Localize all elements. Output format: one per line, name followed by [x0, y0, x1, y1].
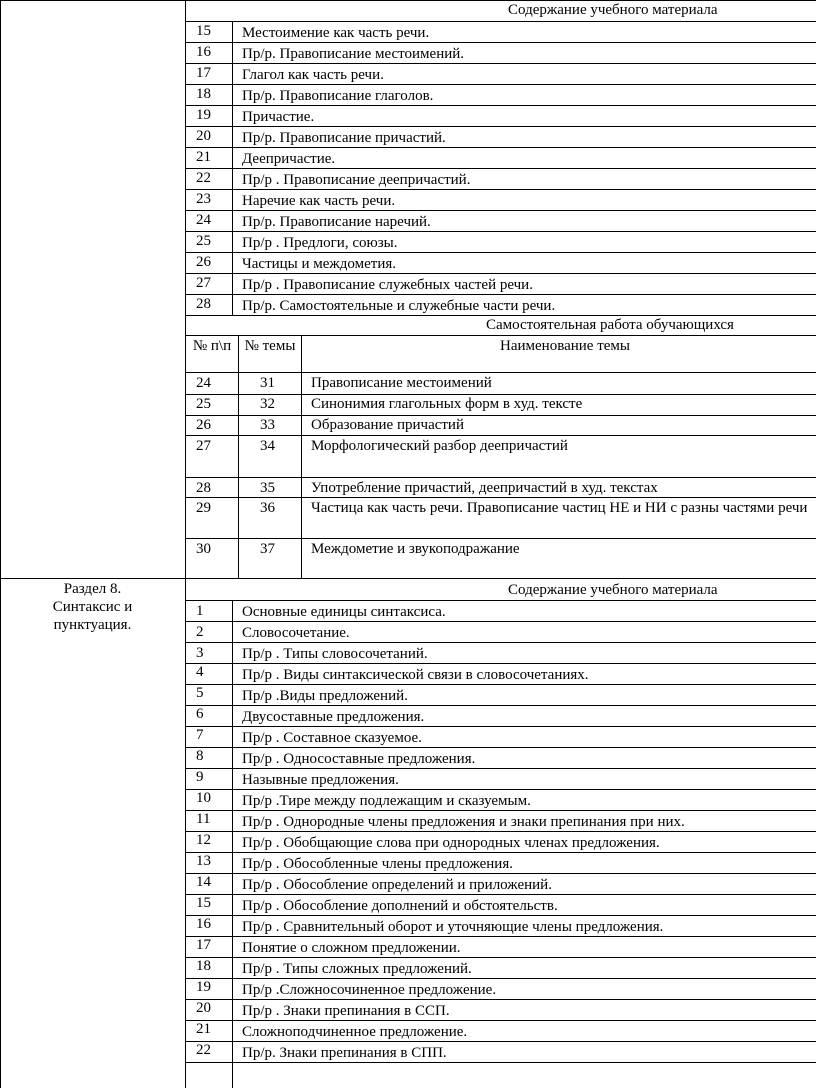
row-line: [185, 915, 816, 916]
row-line: [185, 1020, 816, 1021]
lesson-number: 22: [196, 1042, 211, 1058]
lesson-number: 24: [196, 212, 211, 228]
row-line: [185, 335, 816, 336]
lesson-number: 5: [196, 685, 204, 701]
row-topic-name: Образование причастий: [311, 417, 464, 433]
row-line: [185, 894, 816, 895]
lesson-title: Основные единицы синтаксиса.: [242, 604, 446, 620]
section-divider: [0, 578, 816, 579]
row-line: [185, 252, 816, 253]
row-line: [185, 957, 816, 958]
row-topic-number: 34: [260, 438, 275, 454]
lesson-title: Глагол как часть речи.: [242, 67, 384, 83]
lesson-number: 11: [196, 811, 211, 827]
lesson-number: 2: [196, 624, 204, 640]
lesson-number: 21: [196, 1021, 211, 1037]
lesson-title: Пр/р . Обособление определений и приложений.: [242, 877, 552, 893]
column-header-topic-name: Наименование темы: [500, 338, 630, 354]
lesson-number: 8: [196, 748, 204, 764]
lesson-number: 26: [196, 254, 211, 270]
row-line: [185, 21, 816, 22]
lesson-number: 20: [196, 1000, 211, 1016]
row-line: [185, 642, 816, 643]
lesson-number: 20: [196, 128, 211, 144]
row-line: [185, 126, 816, 127]
column-header-pp: № п\п: [192, 338, 232, 354]
lesson-number: 23: [196, 191, 211, 207]
lesson-number: 27: [196, 275, 211, 291]
row-line: [185, 372, 816, 373]
row-pp: 29: [196, 500, 211, 516]
row-line: [185, 852, 816, 853]
column-header-topic-number: № темы: [244, 338, 296, 354]
lesson-number: 17: [196, 937, 211, 953]
row-topic-name: Морфологический разбор деепричастий: [311, 438, 568, 454]
row-pp: 28: [196, 480, 211, 496]
lesson-title: Пр/р . Знаки препинания в ССП.: [242, 1003, 450, 1019]
row-line: [185, 63, 816, 64]
lesson-title: Пр/р .Сложносочиненное предложение.: [242, 982, 497, 998]
lesson-number: 18: [196, 958, 211, 974]
row-pp: 26: [196, 417, 211, 433]
row-topic-number: 31: [260, 375, 275, 391]
lesson-number: 9: [196, 769, 204, 785]
lesson-title: Наречие как часть речи.: [242, 193, 396, 209]
row-topic-name: Междометие и звукоподражание: [311, 541, 520, 557]
row-line: [185, 726, 816, 727]
lesson-title: Пр/р. Правописание причастий.: [242, 130, 446, 146]
section2-content-header: Содержание учебного материала: [508, 582, 718, 598]
row-line: [185, 42, 816, 43]
lesson-number: 3: [196, 645, 204, 661]
lesson-title: Пр/р . Типы словосочетаний.: [242, 646, 428, 662]
row-line: [185, 810, 816, 811]
row-line: [185, 789, 816, 790]
lesson-title: Словосочетание.: [242, 625, 350, 641]
row-pp: 27: [196, 438, 211, 454]
lesson-number: 28: [196, 296, 211, 312]
lesson-title: Пр/р . Правописание деепричастий.: [242, 172, 471, 188]
section-title: Раздел 8. Синтаксис и пунктуация.: [52, 581, 133, 633]
table-border-left: [0, 0, 1, 1088]
row-line: [185, 105, 816, 106]
row-line: [185, 684, 816, 685]
row-line: [185, 273, 816, 274]
row-line: [185, 497, 816, 498]
col-line: [232, 600, 233, 1088]
lesson-number: 12: [196, 832, 211, 848]
row-line: [185, 477, 816, 478]
section-column-divider: [185, 0, 186, 1088]
row-line: [185, 873, 816, 874]
row-line: [185, 147, 816, 148]
lesson-title: Пр/р .Тире между подлежащим и сказуемым.: [242, 793, 531, 809]
lesson-number: 17: [196, 65, 211, 81]
lesson-title: Пр/р . Предлоги, союзы.: [242, 235, 398, 251]
row-line: [185, 168, 816, 169]
lesson-number: 22: [196, 170, 211, 186]
lesson-title: Пр/р. Правописание наречий.: [242, 214, 431, 230]
lesson-number: 16: [196, 44, 211, 60]
row-line: [185, 210, 816, 211]
row-line: [185, 621, 816, 622]
lesson-number: 14: [196, 874, 211, 890]
lesson-number: 18: [196, 86, 211, 102]
lesson-title: Пр/р . Сравнительный оборот и уточняющие члены предложения.: [242, 919, 664, 935]
row-topic-name: Употребление причастий, деепричастий в худ. текстах: [311, 480, 658, 496]
lesson-title: Пр/р . Односоставные предложения.: [242, 751, 476, 767]
row-topic-number: 36: [260, 500, 275, 516]
row-line: [185, 189, 816, 190]
row-topic-number: 32: [260, 396, 275, 412]
lesson-title: Пр/р . Однородные члены предложения и знаки препинания при них.: [242, 814, 685, 830]
row-line: [185, 768, 816, 769]
row-topic-name: Правописание местоимений: [311, 375, 492, 391]
lesson-number: 4: [196, 664, 204, 680]
lesson-number: 25: [196, 233, 211, 249]
row-line: [185, 435, 816, 436]
row-line: [185, 315, 816, 316]
row-line: [185, 936, 816, 937]
lesson-title: Пр/р . Обособление дополнений и обстоятельств.: [242, 898, 558, 914]
lesson-number: 19: [196, 979, 211, 995]
table-border-top: [0, 0, 816, 1]
row-topic-name: Частица как часть речи. Правописание частиц НЕ и НИ с разны частями речи: [311, 500, 808, 516]
lesson-number: 13: [196, 853, 211, 869]
row-pp: 24: [196, 375, 211, 391]
lesson-title: Пр/р .Виды предложений.: [242, 688, 408, 704]
row-line: [185, 415, 816, 416]
lesson-title: Пр/р. Правописание местоимений.: [242, 46, 465, 62]
lesson-title: Понятие о сложном предложении.: [242, 940, 461, 956]
row-line: [185, 831, 816, 832]
row-topic-name: Синонимия глагольных форм в худ. тексте: [311, 396, 583, 412]
row-line: [185, 747, 816, 748]
lesson-title: Пр/р . Правописание служебных частей речи.: [242, 277, 533, 293]
lesson-number: 6: [196, 706, 204, 722]
lesson-number: 19: [196, 107, 211, 123]
lesson-title: Пр/р. Самостоятельные и служебные части речи.: [242, 298, 556, 314]
row-line: [185, 600, 816, 601]
section1-content-header: Содержание учебного материала: [508, 2, 718, 18]
lesson-title: Причастие.: [242, 109, 315, 125]
row-line: [185, 705, 816, 706]
row-pp: 25: [196, 396, 211, 412]
lesson-number: 16: [196, 916, 211, 932]
row-line: [185, 978, 816, 979]
lesson-title: Пр/р . Обобщающие слова при однородных членах предложения.: [242, 835, 660, 851]
row-pp: 30: [196, 541, 211, 557]
lesson-title: Назывные предложения.: [242, 772, 399, 788]
row-line: [185, 999, 816, 1000]
row-line: [185, 394, 816, 395]
lesson-number: 10: [196, 790, 211, 806]
row-topic-number: 33: [260, 417, 275, 433]
independent-work-header: Самостоятельная работа обучающихся: [486, 317, 734, 333]
lesson-number: 15: [196, 895, 211, 911]
lesson-number: 7: [196, 727, 204, 743]
lesson-title: Пр/р. Правописание глаголов.: [242, 88, 434, 104]
row-line: [185, 1062, 816, 1063]
lesson-title: Двусоставные предложения.: [242, 709, 425, 725]
lesson-number: 1: [196, 603, 204, 619]
lesson-title: Сложноподчиненное предложение.: [242, 1024, 468, 1040]
row-topic-number: 35: [260, 480, 275, 496]
row-line: [185, 231, 816, 232]
lesson-title: Деепричастие.: [242, 151, 336, 167]
row-line: [185, 1041, 816, 1042]
lesson-number: 15: [196, 23, 211, 39]
lesson-title: Пр/р . Обособленные члены предложения.: [242, 856, 513, 872]
row-topic-number: 37: [260, 541, 275, 557]
lesson-title: Местоимение как часть речи.: [242, 25, 430, 41]
row-line: [185, 84, 816, 85]
lesson-title: Частицы и междометия.: [242, 256, 397, 272]
row-line: [185, 538, 816, 539]
lesson-title: Пр/р . Виды синтаксической связи в словосочетаниях.: [242, 667, 589, 683]
lesson-title: Пр/р . Типы сложных предложений.: [242, 961, 472, 977]
lesson-title: Пр/р . Составное сказуемое.: [242, 730, 422, 746]
row-line: [185, 663, 816, 664]
lesson-number: 21: [196, 149, 211, 165]
lesson-title: Пр/р. Знаки препинания в СПП.: [242, 1045, 447, 1061]
row-line: [185, 294, 816, 295]
